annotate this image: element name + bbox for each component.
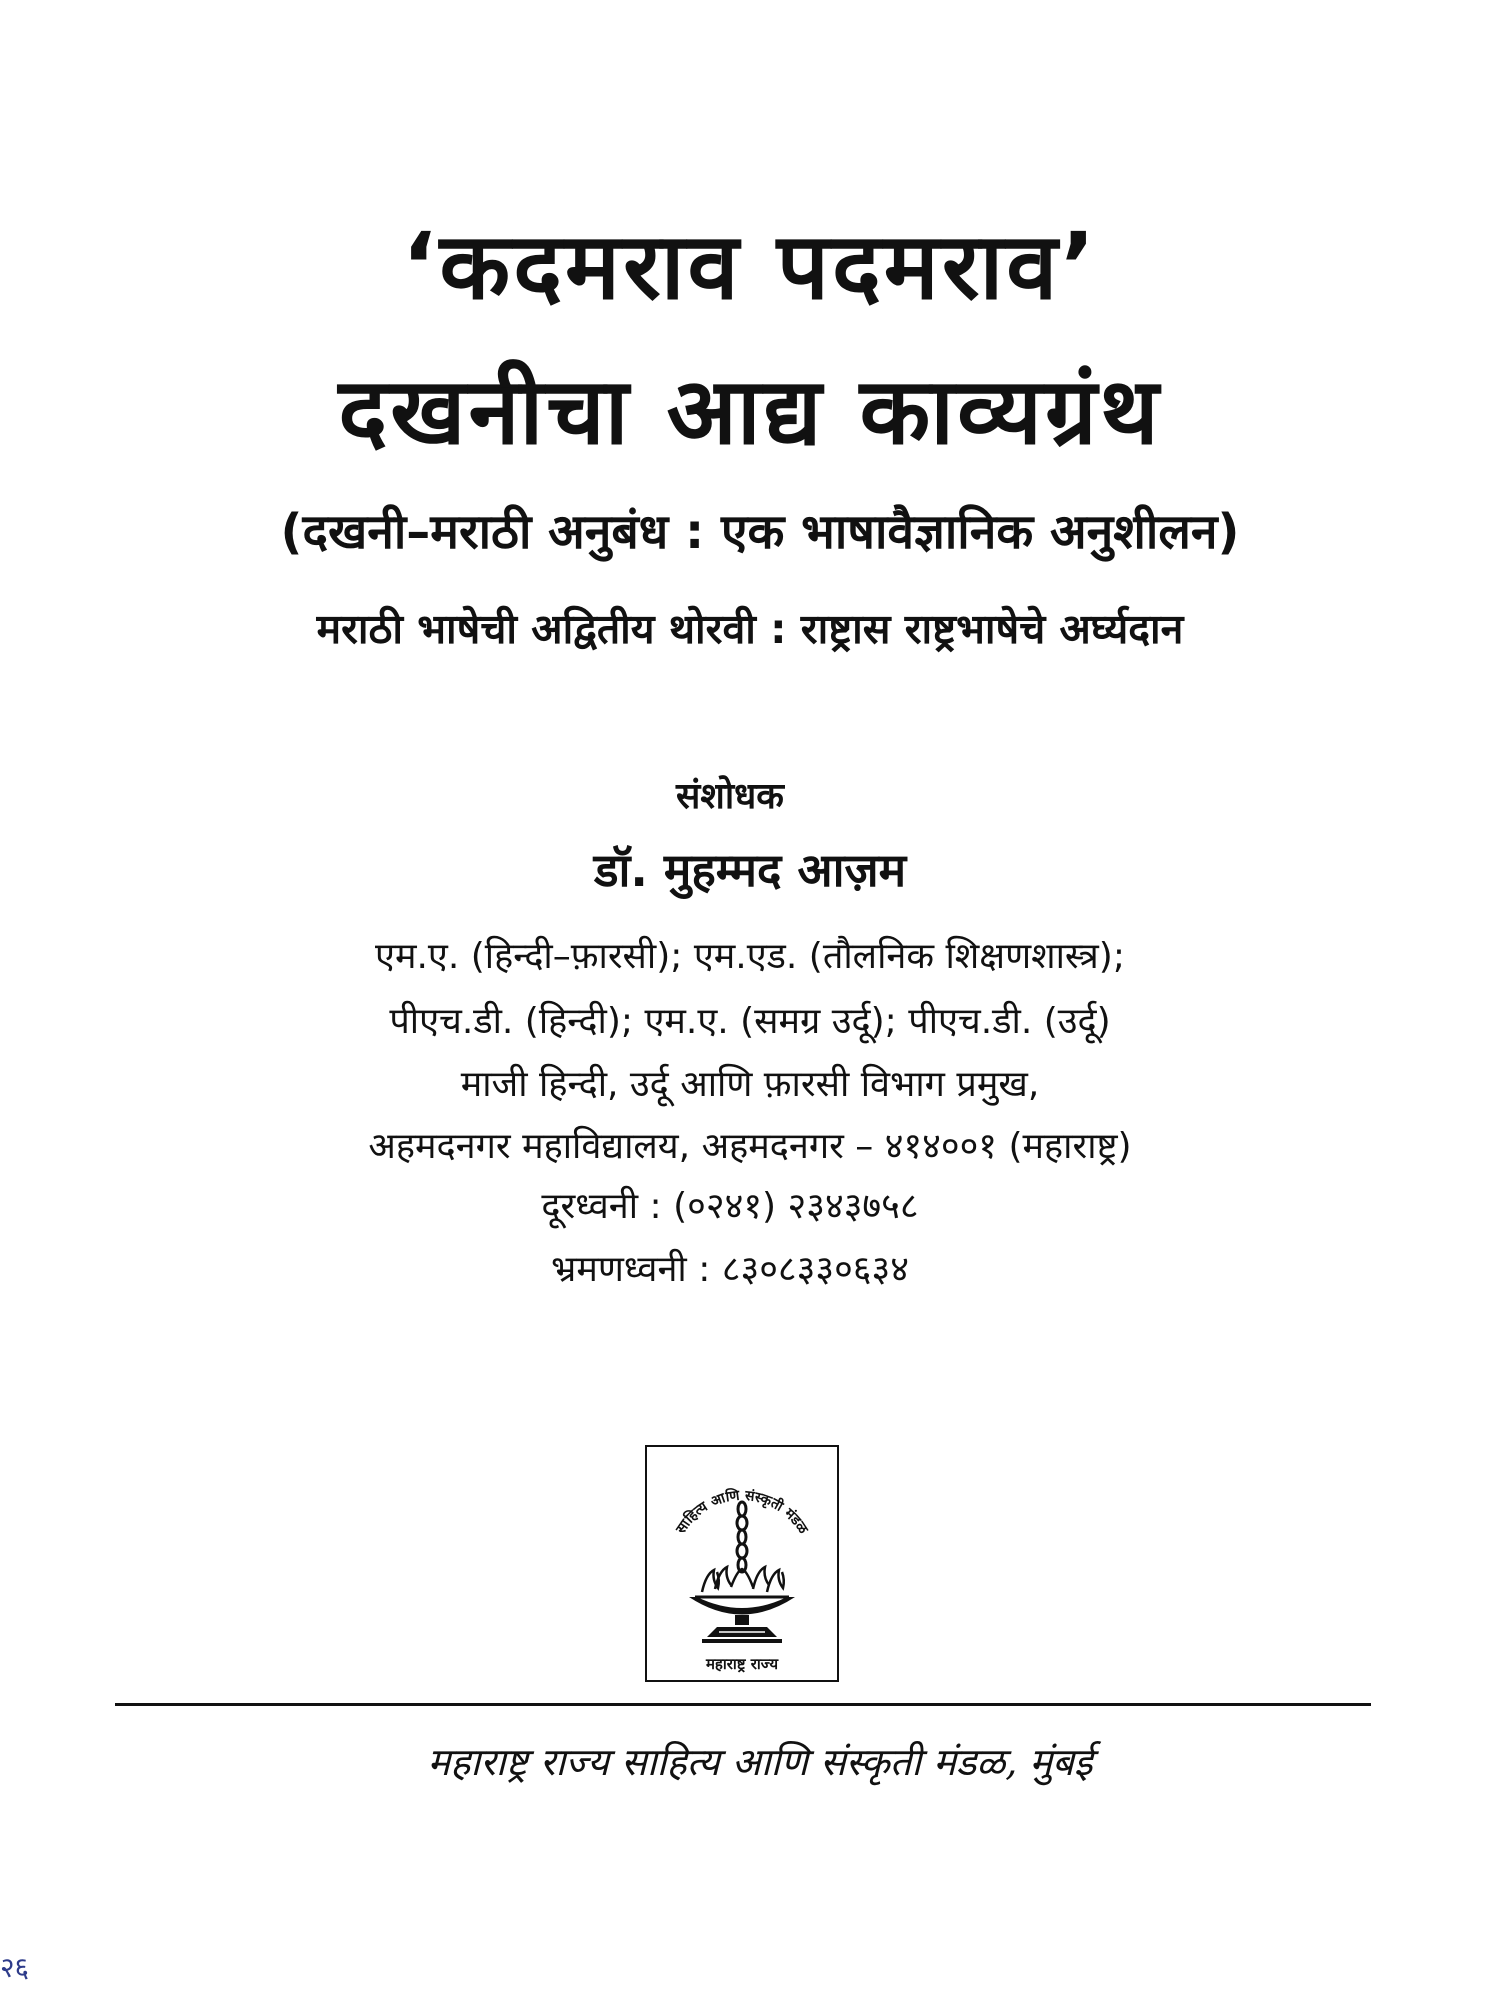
qualification-line-2: पीएच.डी. (हिन्दी); एम.ए. (समग्र उर्दू); पीएच.डी. (उर्दू) bbox=[389, 1001, 1111, 1042]
title-line-1: ‘कदमराव पदमराव’ bbox=[401, 213, 1099, 320]
publisher-name: महाराष्ट्र राज्य साहित्य आणि संस्कृती मंडळ, मुंबई bbox=[427, 1740, 1093, 1784]
phone-number: दूरध्वनी : (०२४१) २३४३७५८ bbox=[541, 1186, 919, 1227]
page-number: २६ bbox=[0, 1951, 30, 1984]
qualification-line-3: माजी हिन्दी, उर्दू आणि फ़ारसी विभाग प्रमुख, bbox=[460, 1064, 1040, 1105]
emblem-logo bbox=[645, 1445, 839, 1682]
mobile-number: भ्रमणध्वनी : ८३०८३३०६३४ bbox=[551, 1249, 909, 1290]
qualification-line-1: एम.ए. (हिन्दी–फ़ारसी); एम.एड. (तौलनिक शिक्षणशास्त्र); bbox=[375, 936, 1125, 977]
emblem-bottom-text: महाराष्ट्र राज्य bbox=[705, 1655, 779, 1673]
author-name: डॉ. मुहम्मद आज़म bbox=[593, 843, 907, 897]
subtitle-line-2: मराठी भाषेची अद्वितीय थोरवी : राष्ट्रास राष्ट्रभाषेचे अर्घ्यदान bbox=[316, 605, 1184, 653]
author-role: संशोधक bbox=[676, 776, 784, 817]
divider-line bbox=[115, 1703, 1371, 1706]
qualification-line-4: अहमदनगर महाविद्यालय, अहमदनगर – ४१४००१ (महाराष्ट्र) bbox=[368, 1126, 1132, 1167]
title-line-2: दखनीचा आद्य काव्यग्रंथ bbox=[338, 358, 1162, 465]
subtitle-line-1: (दखनी–मराठी अनुबंध : एक भाषावैज्ञानिक अनुशीलन) bbox=[280, 504, 1240, 560]
emblem-arc-text: साहित्य आणि संस्कृती मंडळ bbox=[673, 1487, 811, 1537]
lamp-emblem-icon bbox=[647, 1447, 837, 1652]
